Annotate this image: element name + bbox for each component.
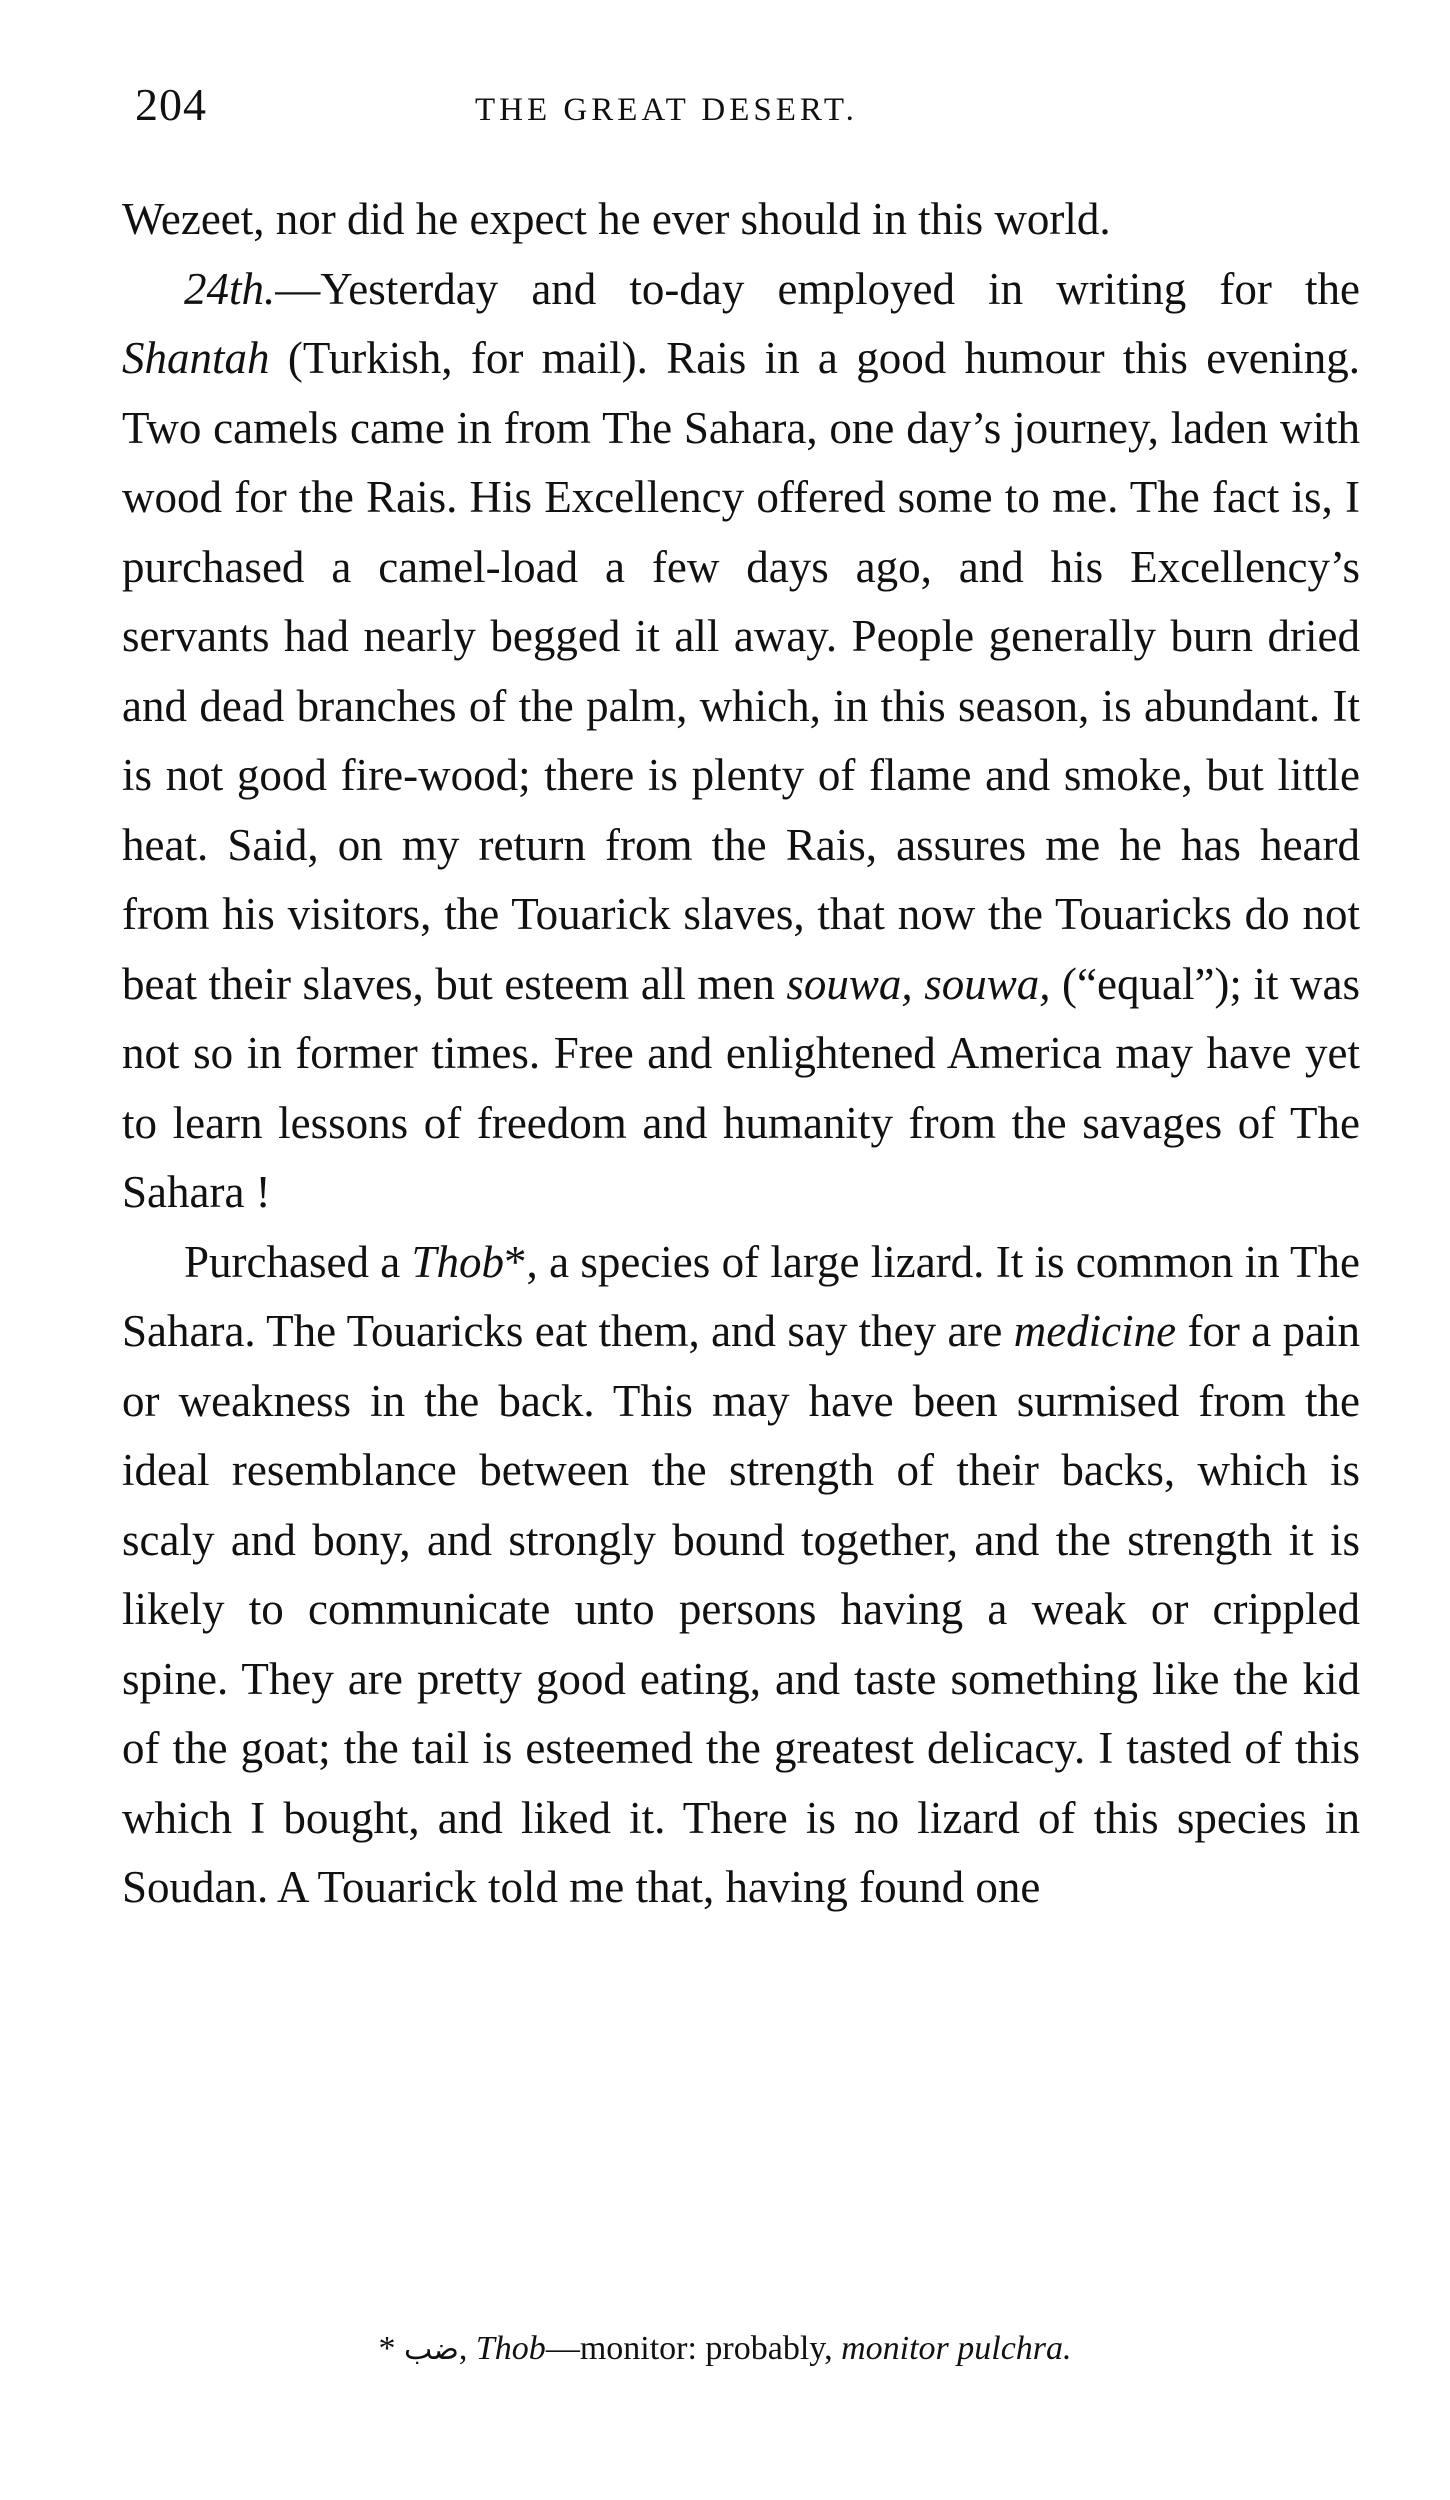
page-header [135,78,1355,138]
paragraph-2-text-b: (Turkish, for mail). Rais in a good humour this evening. Two camels came in from The Sahara, one day’s journey, laden with wood for the Rais. His Excellency offered some to me. The fact is, I purchased a camel-load a few days ago, and his Excellency’s servants had nearly begged it all away. People generally burn dried and dead branches of the palm, which, in this season, is abundant. It is not good fire-wood; there is plenty of flame and smoke, but little heat. Said, on my return from the Rais, assures me he has heard from his visitors, the Touarick slaves, that now the Touaricks do not beat their slaves, but esteem all men [122,333,1360,1009]
thob-term: Thob [411,1236,505,1287]
date-entry: 24th. [184,263,276,314]
running-head: THE GREAT DESERT. [475,92,858,128]
paragraph-3-text-c: for a pain or weakness in the back. This may have been surmised from the ideal resemblance between the strength of their backs, which is scaly and bony, and strongly bound together, and the strength it is likely to communicate unto persons having a weak or crippled spine. They are pretty good eating, and taste something like the kid of the goat; the tail is esteemed the greatest delicacy. I tasted of this which I bought, and liked it. There is no lizard of this species in Soudan. A Touarick told me that, having found one [122,1306,1360,1912]
footnote-separator: , [458,2330,476,2367]
paragraph-3-text-b: *, a species of large lizard. It is common in The Sahara. The Touaricks eat them, and say they are [122,1236,1361,1356]
paragraph-1-text: Wezeet, nor did he expect he ever should in this world. [122,194,1111,244]
footnote-species-name: monitor pulchra. [841,2330,1072,2367]
medicine-term: medicine [1013,1306,1177,1356]
souwa-term: souwa, souwa, [786,958,1051,1009]
paragraph-2 [122,255,1360,1228]
footnote-arabic-word: ضب [403,2332,459,2367]
paragraph-1 [122,185,1360,255]
footnote-text: —monitor: probably, [545,2330,842,2367]
shantah-term: Shantah [122,333,270,383]
paragraph-3-text-a: Purchased a [184,1236,412,1287]
paragraph-3 [122,1228,1360,1923]
paragraph-2-text-a: —Yesterday and to-day employed in writing for the [275,263,1360,314]
footnote [0,2330,1450,2368]
page-number: 204 [135,79,207,130]
footnote-marker: * [378,2330,404,2367]
body-text [122,185,1360,1923]
footnote-thob-term: Thob [475,2330,546,2367]
paragraph-2-text-c: (“equal”); it was not so in former times. Free and enlightened America may have yet to learn lessons of freedom and humanity from the savages of The Sahara ! [122,958,1361,1217]
